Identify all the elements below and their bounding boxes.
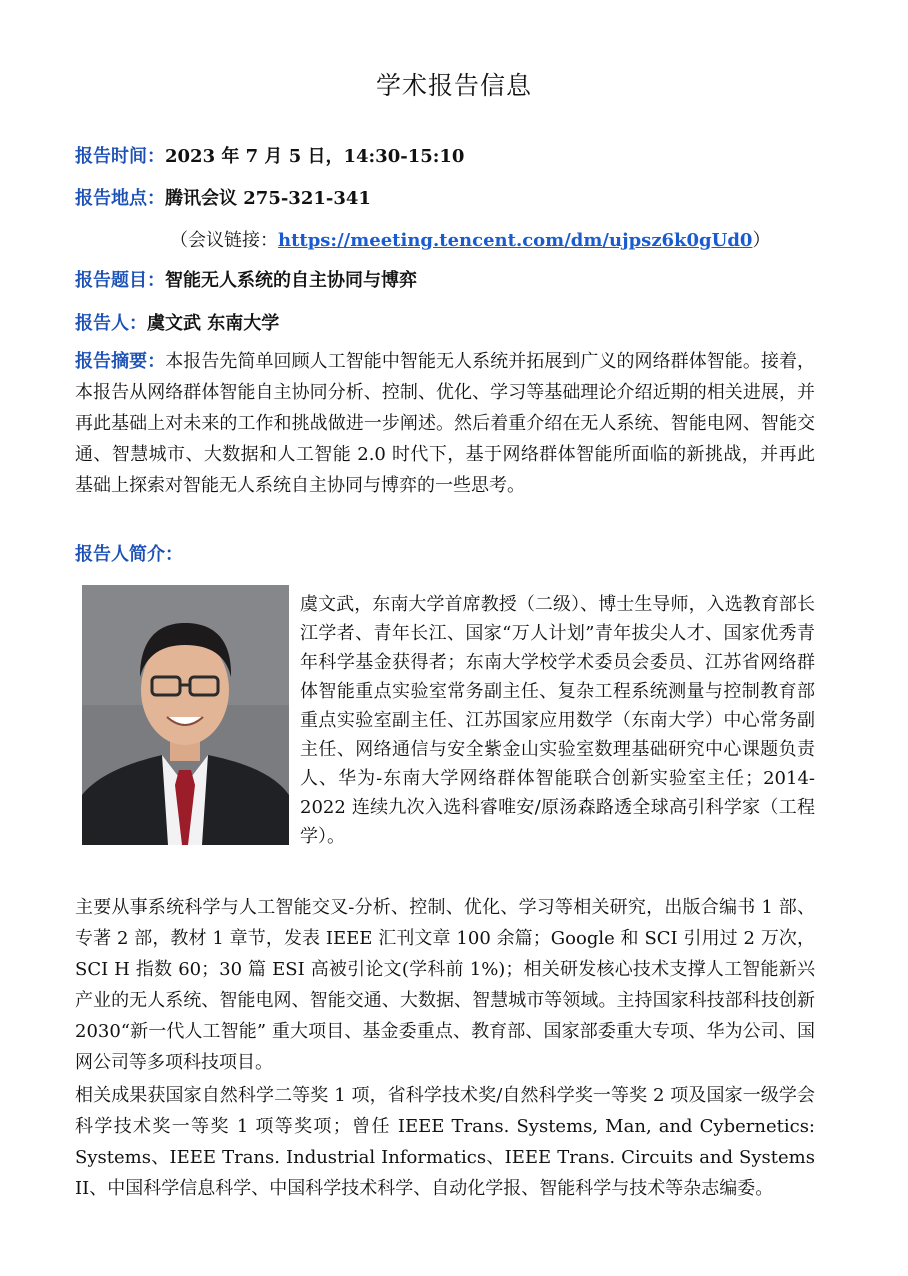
speaker-value: 虞文武 东南大学	[147, 313, 280, 334]
report-time-row	[75, 142, 464, 168]
report-time-label: 报告时间：	[75, 146, 165, 167]
meeting-link[interactable]: https://meeting.tencent.com/dm/ujpsz6k0gUd0	[278, 230, 753, 251]
bio-side-text: 虞文武，东南大学首席教授（二级）、博士生导师，入选教育部长江学者、青年长江、国家“万人计划”青年拔尖人才、国家优秀青年科学基金获得者；东南大学校学术委员会委员、江苏省网络群体智能重点实验室常务副主任、复杂工程系统测量与控制教育部重点实验室副主任、江苏国家应用数学（东南大学）中心常务副主任、网络通信与安全紫金山实验室数理基础研究中心课题负责人、华为-东南大学网络群体智能联合创新实验室主任；2014-2022 连续九次入选科睿唯安/原汤森路透全球高引科学家（工程学）。	[300, 594, 815, 847]
report-location-label: 报告地点：	[75, 188, 165, 209]
page-title: 学术报告信息	[375, 71, 532, 100]
bio-research-paragraph: 主要从事系统科学与人工智能交叉-分析、控制、优化、学习等相关研究，出版合编书 1 部、专著 2 部，教材 1 章节，发表 IEEE 汇刊文章 100 余篇；Google 和 SCI 引用过 2 万次，SCI H 指数 60；30 篇 ESI 高被引论文(学科前 1%)；相关研发核心技术支撑人工智能新兴产业的无人系统、智能电网、智能交通、大数据、智慧城市等领域。主持国家科技部科技创新 2030“新一代人工智能” 重大项目、基金委重点、教育部、国家部委重大专项、华为公司、国网公司等多项科技项目。	[75, 897, 815, 1073]
meeting-link-prefix: （会议链接：	[170, 230, 278, 251]
speaker-photo	[82, 585, 289, 845]
report-topic-row	[75, 266, 417, 292]
speaker-label: 报告人：	[75, 313, 147, 334]
bio-label: 报告人简介：	[75, 544, 183, 565]
report-time-value: 2023 年 7 月 5 日，14:30-15:10	[165, 146, 465, 167]
report-topic-value: 智能无人系统的自主协同与博弈	[165, 270, 417, 291]
report-topic-label: 报告题目：	[75, 270, 165, 291]
speaker-row	[75, 309, 279, 335]
report-location-row	[75, 184, 371, 210]
speaker-photo-illustration	[82, 585, 289, 845]
bio-heading-row	[75, 540, 183, 566]
abstract-paragraph	[75, 346, 815, 501]
abstract-text: 本报告先简单回顾人工智能中智能无人系统并拓展到广义的网络群体智能。接着，本报告从网络群体智能自主协同分析、控制、优化、学习等基础理论介绍近期的相关进展，并再此基础上对未来的工作和挑战做进一步阐述。然后着重介绍在无人系统、智能电网、智能交通、智慧城市、大数据和人工智能 2.0 时代下，基于网络群体智能所面临的新挑战，并再此基础上探索对智能无人系统自主协同与博弈的一些思考。	[75, 351, 815, 496]
report-location-value: 腾讯会议 275-321-341	[165, 188, 371, 209]
meeting-link-suffix: ）	[752, 230, 771, 251]
bio-awards-paragraph: 相关成果获国家自然科学二等奖 1 项，省科学技术奖/自然科学奖一等奖 2 项及国家一级学会科学技术奖一等奖 1 项等奖项；曾任 IEEE Trans. Systems, Man, and Cybernetics: Systems、IEEE Trans. Industrial Informatics、IEEE Trans. Circuits and Systems II、中国科学信息科学、中国科学技术科学、自动化学报、智能科学与技术等杂志编委。	[75, 1085, 815, 1199]
meeting-link-row	[170, 226, 770, 252]
abstract-label: 报告摘要：	[75, 351, 166, 372]
